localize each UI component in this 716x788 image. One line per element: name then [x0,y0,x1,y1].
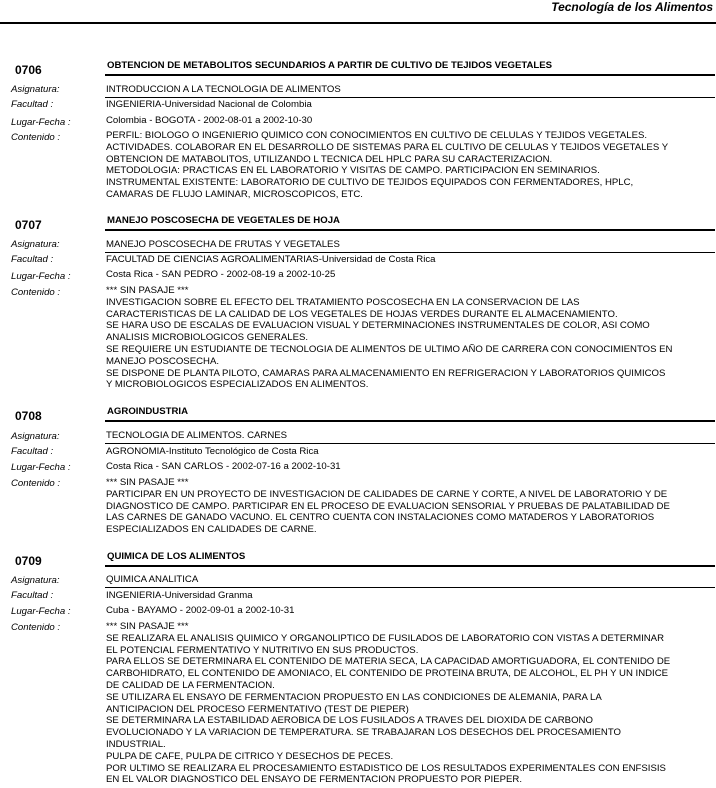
entry-title-rule [105,420,715,422]
asignatura-value: INTRODUCCION A LA TECNOLOGIA DE ALIMENTOS [106,84,341,95]
contenido-label: Contenido : [11,132,61,143]
contenido-line: POR ULTIMO SE REALIZARA EL PROCESAMIENTO ESTADISTICO DE LOS RESULTADOS EXPERIMENTALES CON ENFSISIS [106,762,666,774]
contenido-line: LAS CARNES DE GANADO VACUNO. EL CENTRO CUENTA CON INSTALACIONES COMO MATADEROS Y LABORATORIOS [106,512,655,524]
lugar-fecha-value: Costa Rica - SAN CARLOS - 2002-07-16 a 2002-10-31 [106,461,341,472]
asignatura-label: Asignatura: [11,239,60,250]
lugar-fecha-value: Colombia - BOGOTA - 2002-08-01 a 2002-10-30 [106,115,313,126]
contenido-line: *** SIN PASAJE *** [106,285,189,296]
contenido-label: Contenido : [11,622,61,633]
contenido-line: CARBOHIDRATO, EL CONTENIDO DE AMONIACO, EL CONTENIDO DE PROTEINA BRUTA, DE ALCOHOL, EL PH Y UN INDICE [106,668,669,680]
contenido-line: PARTICIPAR EN UN PROYECTO DE INVESTIGACION DE CALIDADES DE CARNE Y CORTE, A NIVEL DE LABORATORIO Y DE [106,488,668,500]
asignatura-label: Asignatura: [11,575,60,586]
contenido-line: SE REALIZARA EL ANALISIS QUIMICO Y ORGANOLIPTICO DE FUSILADOS DE LABORATORIO CON VISTAS A DETERMINAR [106,632,664,644]
lugar-fecha-label: Lugar-Fecha : [11,271,71,282]
contenido-line: MANEJO POSCOSECHA. [106,355,220,367]
contenido-line: ACTIVIDADES. COLABORAR EN EL DESARROLLO DE SISTEMAS PARA EL CULTIVO DE CELULAS Y TEJIDOS VEGETALES Y [106,141,669,153]
asignatura-value: QUIMICA ANALITICA [106,574,199,585]
lugar-fecha-label: Lugar-Fecha : [11,462,71,473]
contenido-line: METODOLOGIA: PRACTICAS EN EL LABORATORIO Y VISITAS DE CAMPO. PARTICIPACION EN SEMINARIOS. [106,165,600,177]
entry-code: 0708 [15,409,42,423]
facultad-label: Facultad : [11,254,54,265]
contenido-line: EVOLUCIONADO Y LA VARIACION DE TEMPERATURA. SE TRABAJARAN LOS DESECHOS DEL PROCESAMIENTO [106,727,621,739]
contenido-line: *** SIN PASAJE *** [106,621,189,632]
lugar-fecha-label: Lugar-Fecha : [11,117,71,128]
asignatura-value: MANEJO POSCOSECHA DE FRUTAS Y VEGETALES [106,239,340,250]
asignatura-value: TECNOLOGIA DE ALIMENTOS. CARNES [106,430,288,441]
contenido-label: Contenido : [11,287,61,298]
contenido-line: SE DISPONE DE PLANTA PILOTO, CAMARAS PARA ALMACENAMIENTO EN REFRIGERACION Y LABORATORIOS QUIMICOS [106,367,666,379]
contenido-line: Y MICROBIOLOGICOS ESPECIALIZADOS EN ALIMENTOS. [106,379,369,391]
field-rule [105,252,715,253]
field-rule [105,97,715,98]
contenido-line: PERFIL: BIOLOGO O INGENIERIO QUIMICO CON CONOCIMIENTOS EN CULTIVO DE CELULAS Y TEJIDOS VEGETALES. [106,130,648,141]
facultad-value: AGRONOMIA-Instituto Tecnológico de Costa Rica [106,446,319,457]
contenido-line: PULPA DE CAFE, PULPA DE CITRICO Y DESECHOS DE PECES. [106,750,394,762]
contenido-line: PARA ELLOS SE DETERMINARA EL CONTENIDO DE MATERIA SECA, LA CAPACIDAD AMORTIGUADORA, EL CONTENIDO DE [106,656,671,668]
contenido-text [106,477,714,536]
entry-title: OBTENCION DE METABOLITOS SECUNDARIOS A PARTIR DE CULTIVO DE TEJIDOS VEGETALES [107,60,553,71]
entry-title-rule [105,229,715,231]
entry-title: AGROINDUSTRIA [107,406,189,417]
lugar-fecha-value: Costa Rica - SAN PEDRO - 2002-08-19 a 2002-10-25 [106,269,336,280]
contenido-line: SE REQUIERE UN ESTUDIANTE DE TECNOLOGIA DE ALIMENTOS DE ULTIMO AÑO DE CARRERA CON CONOCIMIENTOS EN [106,343,673,355]
contenido-line: INDUSTRIAL. [106,738,166,750]
contenido-line: ANTICIPACION DEL PROCESO FERMENTATIVO (TEST DE PIEPER) [106,703,409,715]
contenido-line: DIAGNOSTICO DE CAMPO. PARTICIPAR EN EL PROCESO DE EVALUACION SENSORIAL Y PRUEBAS DE PALATABILIDAD DE [106,500,670,512]
contenido-text [106,621,714,786]
contenido-line: SE HARA USO DE ESCALAS DE EVALUACION VISUAL Y DETERMINACIONES INSTRUMENTALES DE COLOR, ASI COMO [106,320,650,332]
entry-title: MANEJO POSCOSECHA DE VEGETALES DE HOJA [107,215,340,226]
facultad-label: Facultad : [11,590,54,601]
field-rule [105,587,715,588]
contenido-text [106,285,714,391]
contenido-line: *** SIN PASAJE *** [106,477,189,488]
contenido-text [106,130,714,201]
page-title: Tecnología de los Alimentos [551,0,713,14]
entry-title-rule [105,565,715,567]
entry-code: 0707 [15,218,42,232]
contenido-line: CARACTERISTICAS DE LA CALIDAD DE LOS VEGETALES DE HOJAS VERDES DURANTE EL ALMACENAMIENTO. [106,308,618,320]
page-header [0,0,716,24]
facultad-value: FACULTAD DE CIENCIAS AGROALIMENTARIAS-Universidad de Costa Rica [106,254,436,265]
contenido-line: DE CALIDAD DE LA FERMENTACION. [106,679,275,691]
facultad-value: INGENIERIA-Universidad Nacional de Colombia [106,99,312,110]
entry-code: 0709 [15,554,42,568]
lugar-fecha-label: Lugar-Fecha : [11,606,71,617]
facultad-label: Facultad : [11,446,54,457]
contenido-line: EN EL VALOR DIAGNOSTICO DEL ENSAYO DE FERMENTACION PROPUESTO POR PIEPER. [106,774,522,786]
contenido-line: INVESTIGACION SOBRE EL EFECTO DEL TRATAMIENTO POSCOSECHA EN LA CONSERVACION DE LAS [106,296,580,308]
facultad-label: Facultad : [11,99,54,110]
field-rule [105,443,715,444]
contenido-label: Contenido : [11,478,61,489]
contenido-line: OBTENCION DE MATABOLITOS, UTILIZANDO L TECNICA DEL HPLC PARA SU CARACTERIZACION. [106,153,553,165]
contenido-line: SE UTILIZARA EL ENSAYO DE FERMENTACION PROPUESTO EN LAS CONDICIONES DE ALEMANIA, PARA LA [106,691,602,703]
contenido-line: INSTRUMENTAL EXISTENTE: LABORATORIO DE CULTIVO DE TEJIDOS EQUIPADOS CON FERMENTADORES, HPLC, [106,177,634,189]
asignatura-label: Asignatura: [11,431,60,442]
entry-title: QUIMICA DE LOS ALIMENTOS [107,551,246,562]
entry-code: 0706 [15,63,42,77]
contenido-line: ANALISIS MICROBIOLOGICOS GENERALES. [106,332,309,344]
contenido-line: ESPECIALIZADOS EN CALIDADES DE CARNE. [106,524,317,536]
lugar-fecha-value: Cuba - BAYAMO - 2002-09-01 a 2002-10-31 [106,605,295,616]
contenido-line: EL POTENCIAL FERMENTATIVO Y NUTRITIVO EN SUS PRODUCTOS. [106,644,419,656]
contenido-line: SE DETERMINARA LA ESTABILIDAD AEROBICA DE LOS FUSILADOS A TRAVES DEL DIOXIDA DE CARBONO [106,715,593,727]
contenido-line: CAMARAS DE FLUJO LAMINAR, MICROSCOPICOS, ETC. [106,188,363,200]
facultad-value: INGENIERIA-Universidad Granma [106,590,253,601]
asignatura-label: Asignatura: [11,84,60,95]
entry-title-rule [105,74,715,76]
